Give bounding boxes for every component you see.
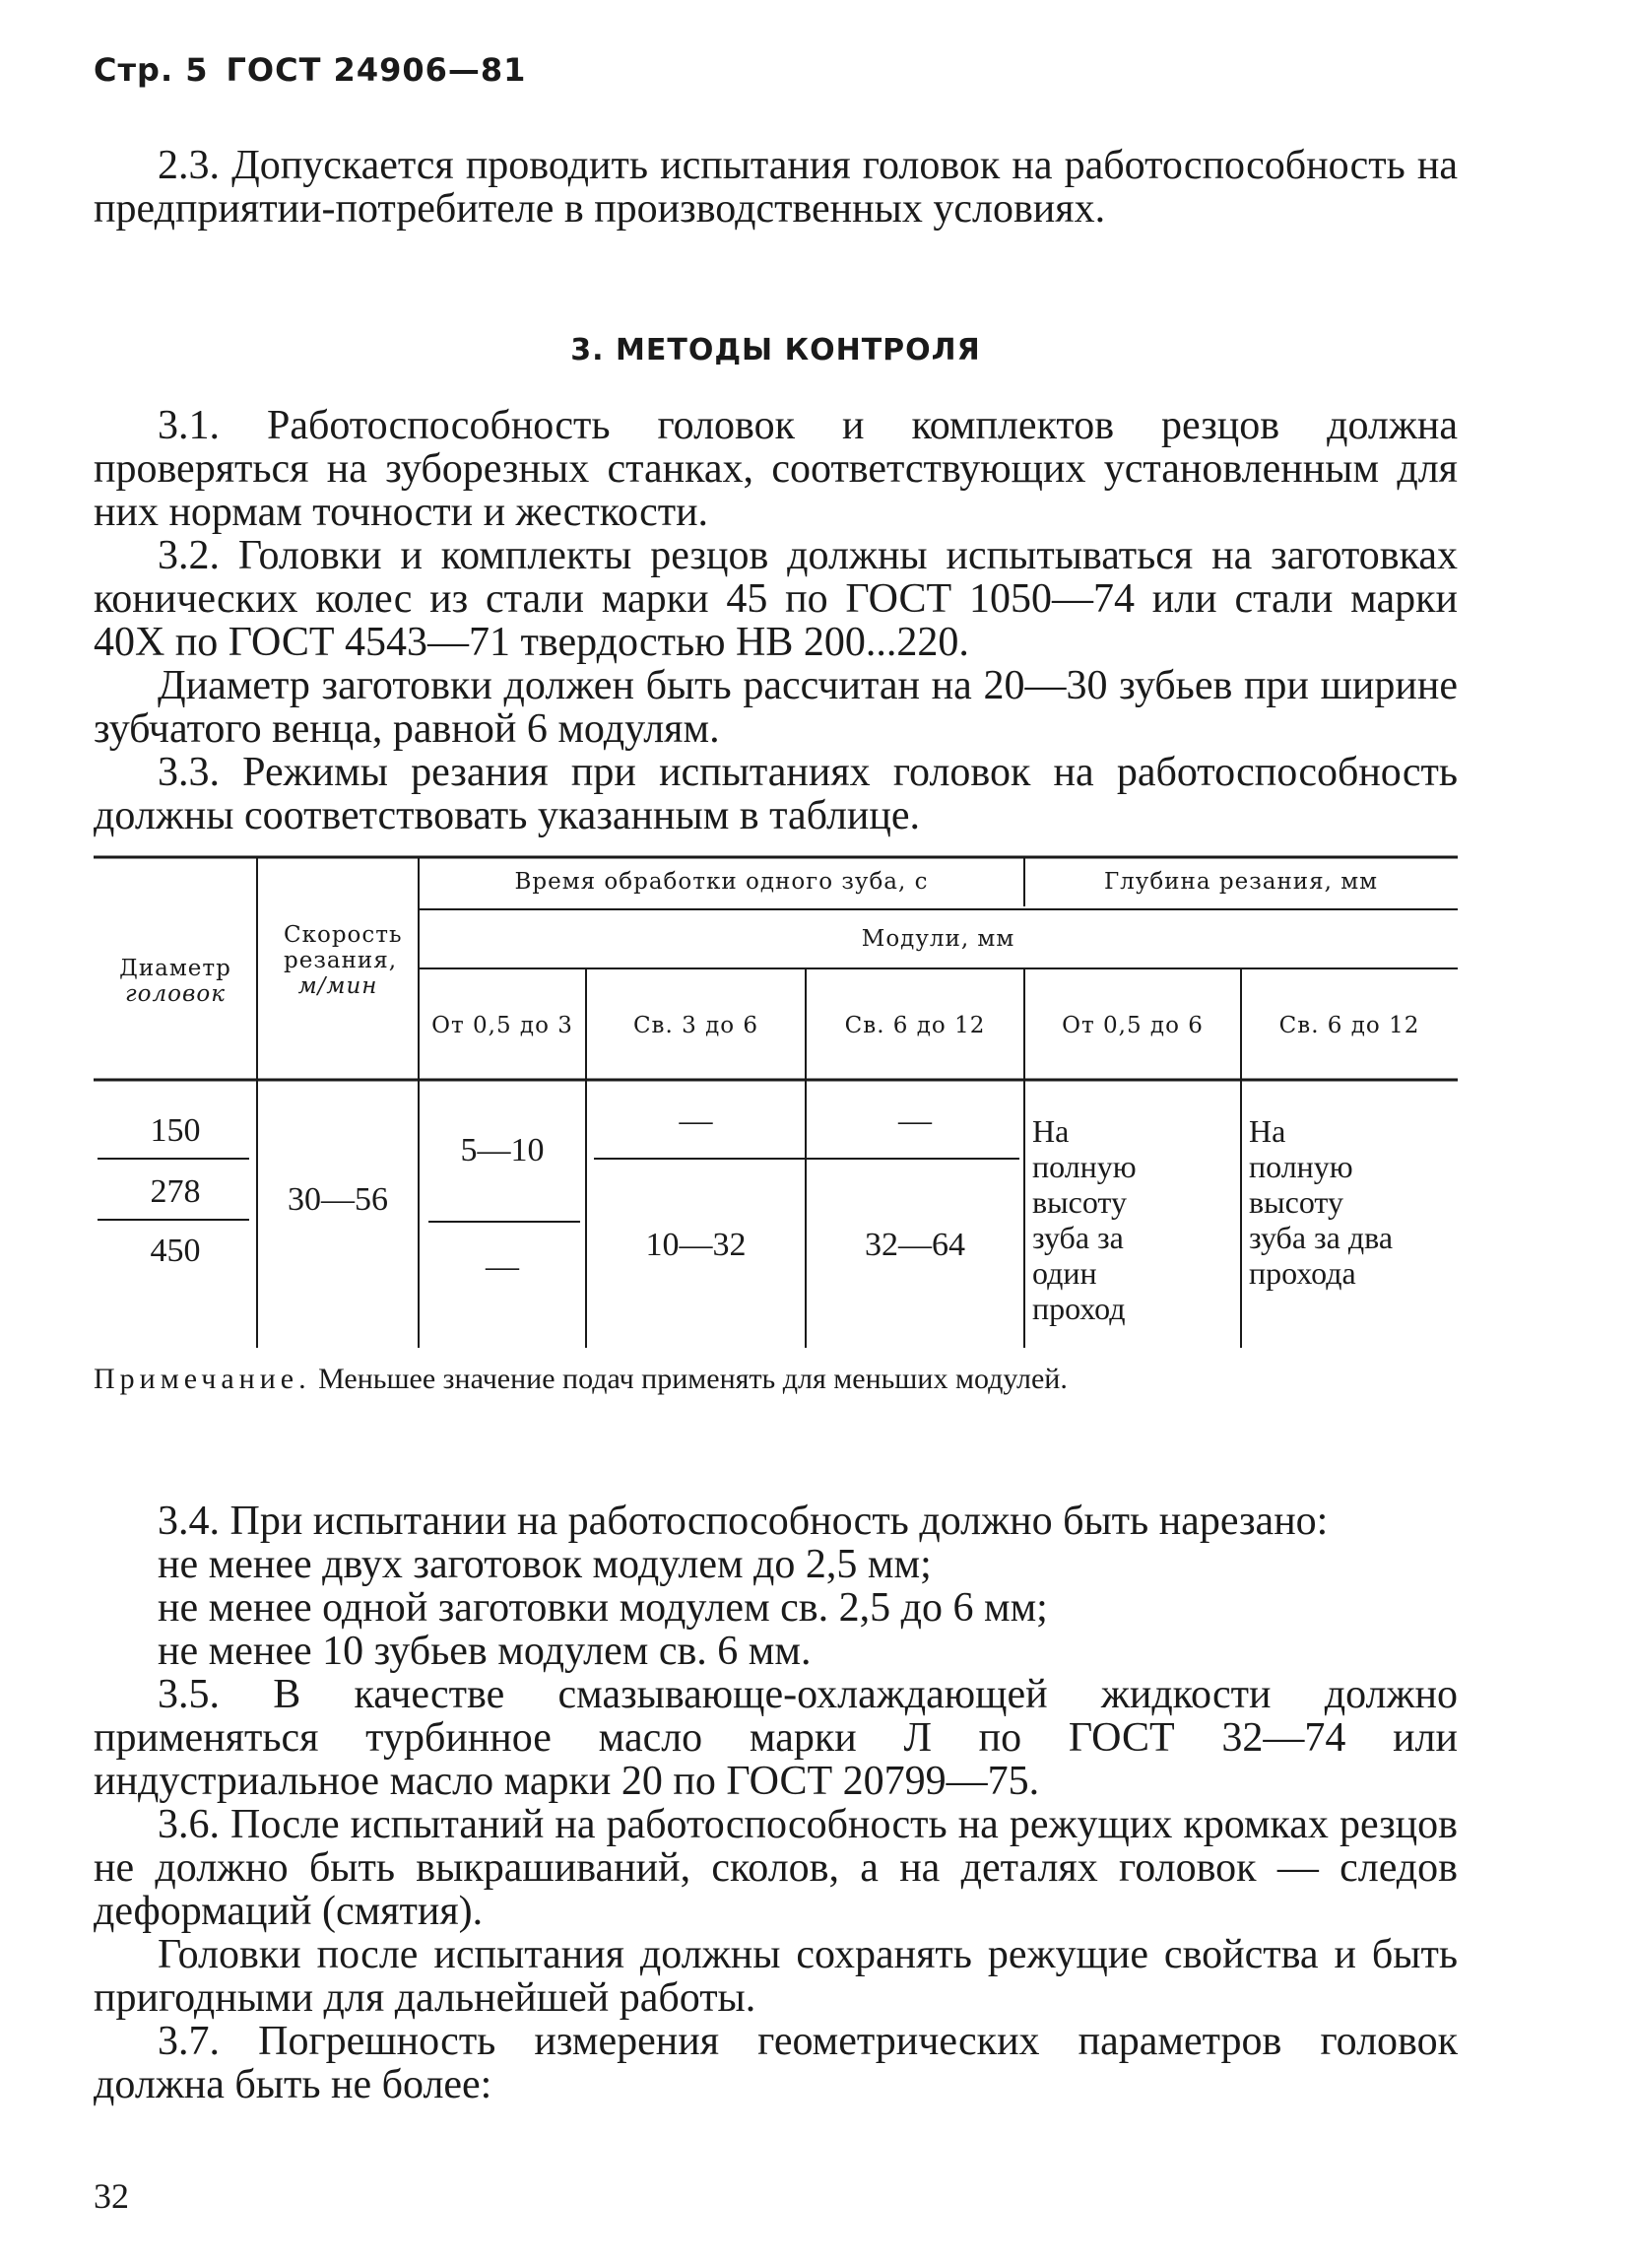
para-3-3: 3.3. Режимы резания при испытаниях головок на работоспособность должны соответствовать указанным в таблице.: [94, 750, 1458, 838]
col-header-speed-unit: м/мин: [297, 973, 378, 999]
col-group-depth: Глубина резания, мм: [1103, 869, 1379, 895]
running-header: [94, 51, 526, 89]
para-3-5: 3.5. В качестве смазывающе-охлаждающей жидкости должно применяться турбинное масло марки Л по ГОСТ 32—74 или индустриальное масло марки 20 по ГОСТ 20799—75.: [94, 1672, 1458, 1804]
page-number: 32: [94, 2176, 129, 2216]
time-mod2-150: —: [679, 1102, 713, 1139]
note-label: Примечание.: [94, 1363, 311, 1395]
table-note: [94, 1360, 1458, 1399]
para-2-3: 2.3. Допускается проводить испытания головок на работоспособность на предприятии-потребителе в производственных условиях.: [94, 143, 1458, 232]
para-3-1: 3.1. Работоспособность головок и комплектов резцов должна проверяться на зуборезных станках, соответствующих установленным для них нормам точности и жесткости.: [94, 403, 1458, 535]
para-3-2: 3.2. Головки и комплекты резцов должны испытываться на заготовках конических колес из стали марки 45 по ГОСТ 1050—74 или стали марки 40Х по ГОСТ 4543—71 твердостью НВ 200...220.: [94, 533, 1458, 665]
time-mod3-278-450: 32—64: [865, 1227, 965, 1263]
sub-header-5: Св. 6 до 12: [1278, 1013, 1420, 1038]
col-header-speed: [257, 922, 419, 999]
sub-header-2: Св. 3 до 6: [632, 1013, 759, 1038]
clause-2-3: [94, 144, 1458, 231]
note-text: Меньшее значение подач применять для меньших модулей.: [310, 1363, 1068, 1395]
sub-header-1: От 0,5 до 3: [431, 1013, 573, 1038]
depth-mod2: На полную высоту зуба за два прохода: [1249, 1113, 1394, 1291]
sub-header-4: От 0,5 до 6: [1062, 1013, 1204, 1038]
header-standard-code: ГОСТ 24906—81: [226, 51, 527, 89]
header-page-label: Стр. 5: [94, 51, 209, 89]
time-mod1-150: 5—10: [460, 1132, 545, 1168]
para-3-7: 3.7. Погрешность измерения геометрических параметров головок должна быть не более:: [94, 2019, 1458, 2107]
clauses-3-4-to-3-7: [94, 1500, 1458, 2106]
clauses-3-1-to-3-3: [94, 404, 1458, 837]
para-3-6b: Головки после испытания должны сохранять режущие свойства и быть пригодными для дальнейшей работы.: [94, 1932, 1458, 2021]
list-item-1: не менее двух заготовок модулем до 2,5 мм;: [158, 1542, 932, 1587]
depth-mod1: На полную высоту зуба за один проход: [1032, 1113, 1137, 1326]
time-mod3-150: —: [898, 1102, 932, 1139]
diameter-278: 278: [150, 1173, 201, 1210]
para-3-4: 3.4. При испытании на работоспособность должно быть нарезано:: [158, 1499, 1329, 1544]
col-header-speed-text: Скорость резания,: [284, 922, 403, 973]
time-mod1-450: —: [486, 1248, 519, 1285]
col-group-modules: Модули, мм: [861, 926, 1015, 952]
para-3-6: 3.6. После испытаний на работоспособность на режущих кромках резцов не должно быть выкрашиваний, сколов, а на деталях головок — следов деформаций (смятия).: [94, 1802, 1458, 1934]
sub-header-3: Св. 6 до 12: [844, 1013, 986, 1038]
cutting-speed-value: 30—56: [288, 1181, 388, 1218]
time-mod2-278-450: 10—32: [645, 1227, 747, 1263]
section-title: 3. МЕТОДЫ КОНТРОЛЯ: [570, 333, 981, 367]
col-header-diameter-unit: головок: [125, 981, 226, 1007]
diameter-450: 450: [150, 1233, 201, 1269]
list-item-3: не менее 10 зубьев модулем св. 6 мм.: [158, 1629, 812, 1674]
col-group-time: Время обработки одного зуба, с: [514, 869, 929, 895]
diameter-150: 150: [150, 1112, 201, 1149]
cutting-modes-table: [94, 855, 1458, 1350]
col-header-diameter-text: Диаметр: [119, 956, 231, 981]
para-3-2b: Диаметр заготовки должен быть рассчитан на 20—30 зубьев при ширине зубчатого венца, равной 6 модулям.: [94, 663, 1458, 752]
list-item-2: не менее одной заготовки модулем св. 2,5 до 6 мм;: [158, 1585, 1048, 1631]
col-header-diameter: [94, 956, 257, 1007]
